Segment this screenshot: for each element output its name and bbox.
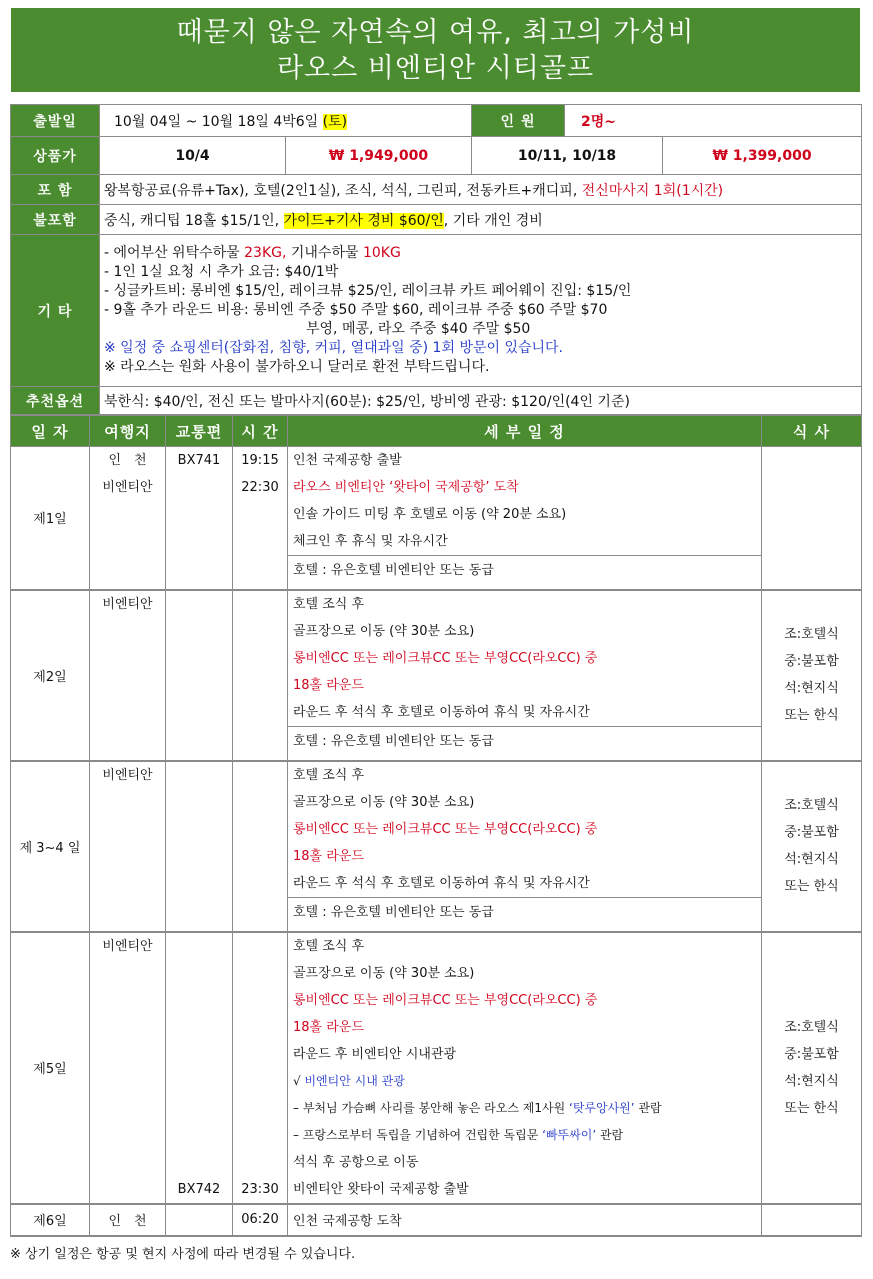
day-5-detail: 호텔 조식 후 골프장으로 이동 (약 30분 소요) 롱비엔CC 또는 레이크뷰CC 또는 부영CC(라오CC) 중 18홀 라운드 라운드 후 비엔티안 시내관광 √ 비엔티안 시내 관광 – 부처님 가슴뼈 사리를 봉안해 놓은 라오스 제1사원 ‘탓루앙사원’ 관람 – 프랑스로부터 독립을 기념하여 건립한 독립문 ‘빠뚜싸이’ 관람 석식 후 공항으로 이동 비엔티안 왓타이 국제공항 출발 xyxy=(288,932,762,1204)
header-day: 일 자 xyxy=(11,416,90,447)
people-label: 인 원 xyxy=(472,105,565,137)
price-amount-2: ₩ 1,399,000 xyxy=(663,137,862,175)
day-2-label: 제2일 xyxy=(11,590,90,761)
info-table xyxy=(10,104,862,415)
day-1-row xyxy=(11,447,862,590)
day-5-row xyxy=(11,932,862,1204)
people-value: 2명~ xyxy=(565,105,862,137)
day-1-place: 인 천 비엔티안 xyxy=(90,447,166,590)
departure-label: 출발일 xyxy=(11,105,100,137)
day-3-4-row xyxy=(11,761,862,932)
misc-label: 기 타 xyxy=(11,235,100,387)
day-2-meals: 조:호텔식 중:불포함 석:현지식 또는 한식 xyxy=(762,590,862,761)
day-5-time: 23:30 xyxy=(233,932,288,1204)
include-label: 포 함 xyxy=(11,175,100,205)
day-2-row xyxy=(11,590,862,761)
day-1-time: 19:15 22:30 xyxy=(233,447,288,590)
tour-document xyxy=(10,104,861,1237)
price-row xyxy=(11,137,862,175)
day-1-flight: BX741 xyxy=(166,447,233,590)
day-3-4-meals: 조:호텔식 중:불포함 석:현지식 또는 한식 xyxy=(762,761,862,932)
day-3-4-detail: 호텔 조식 후 골프장으로 이동 (약 30분 소요) 롱비엔CC 또는 레이크뷰CC 또는 부영CC(라오CC) 중 18홀 라운드 라운드 후 석식 후 호텔로 이동하여 휴식 및 자유시간 호텔 : 유은호텔 비엔티안 또는 동급 xyxy=(288,761,762,932)
price-amount-1: ₩ 1,949,000 xyxy=(286,137,472,175)
exclude-guide-fee: 가이드+기사 경비 $60/인 xyxy=(283,212,444,229)
day-3-4-place: 비엔티안 xyxy=(90,761,166,932)
include-value: 왕복항공료(유류+Tax), 호텔(2인1실), 조식, 석식, 그린피, 전동카트+캐디피, 전신마사지 1회(1시간) xyxy=(100,175,862,205)
option-row xyxy=(11,387,862,415)
day-3-4-label: 제 3~4 일 xyxy=(11,761,90,932)
option-label: 추천옵션 xyxy=(11,387,100,415)
misc-row xyxy=(11,235,862,387)
day-6-place: 인 천 xyxy=(90,1204,166,1236)
currency-notice: ※ 라오스는 원화 사용이 불가하오니 달러로 환전 부탁드립니다. xyxy=(104,359,490,375)
shopping-notice: ※ 일정 중 쇼핑센터(잡화점, 침향, 커피, 열대과일 중) 1회 방문이 있습니다. xyxy=(104,340,564,356)
price-date-2: 10/11, 10/18 xyxy=(472,137,663,175)
day-1-meals xyxy=(762,447,862,590)
header-time: 시 간 xyxy=(233,416,288,447)
footnote: ※ 상기 일정은 항공 및 현지 사정에 따라 변경될 수 있습니다. xyxy=(10,1247,356,1262)
exclude-row xyxy=(11,205,862,235)
day-1-hotel: 호텔 : 유은호텔 비엔티안 또는 동급 xyxy=(288,555,761,585)
day-2-detail: 호텔 조식 후 골프장으로 이동 (약 30분 소요) 롱비엔CC 또는 레이크뷰CC 또는 부영CC(라오CC) 중 18홀 라운드 라운드 후 석식 후 호텔로 이동하여 휴식 및 자유시간 호텔 : 유은호텔 비엔티안 또는 동급 xyxy=(288,590,762,761)
price-label: 상품가 xyxy=(11,137,100,175)
misc-value: - 에어부산 위탁수하물 23KG, 기내수하물 10KG - 1인 1실 요청 시 추가 요금: $40/1박 - 싱글카트비: 롱비엔 $15/인, 레이크뷰 $25/인, 레이크뷰 카트 페어웨이 진입: $15/인 - 9홀 추가 라운드 비용: 롱비엔 주중 $50 주말 $60, 레이크뷰 주중 $60 주말 $70 부영, 메콩, 라오 주중 $40 주말 $50 ※ 일정 중 쇼핑센터(잡화점, 침향, 커피, 열대과일 중) 1회 방문이 있습니다. ※ 라오스는 원화 사용이 불가하오니 달러로 환전 부탁드립니다. xyxy=(100,235,862,387)
departure-row xyxy=(11,105,862,137)
day-6-detail: 인천 국제공항 도착 xyxy=(288,1204,762,1236)
title-banner xyxy=(11,8,860,92)
day-2-place: 비엔티안 xyxy=(90,590,166,761)
include-massage: 전신마사지 1회(1시간) xyxy=(581,182,724,199)
day-5-place: 비엔티안 xyxy=(90,932,166,1204)
banner-line-2: 라오스 비엔티안 시티골프 xyxy=(276,53,595,84)
price-date-1: 10/4 xyxy=(100,137,286,175)
day-6-time: 06:20 xyxy=(233,1204,288,1236)
include-row xyxy=(11,175,862,205)
day-5-label: 제5일 xyxy=(11,932,90,1204)
schedule-table xyxy=(10,415,862,1237)
exclude-value: 중식, 캐디팁 18홀 $15/1인, 가이드+기사 경비 $60/인, 기타 개인 경비 xyxy=(100,205,862,235)
departure-day: (토) xyxy=(322,113,348,130)
day-3-4-hotel: 호텔 : 유은호텔 비엔티안 또는 동급 xyxy=(288,897,761,927)
schedule-header xyxy=(11,416,862,447)
header-detail: 세 부 일 정 xyxy=(288,416,762,447)
day-6-row xyxy=(11,1204,862,1236)
option-value: 북한식: $40/인, 전신 또는 발마사지(60분): $25/인, 방비엥 관광: $120/인(4인 기준) xyxy=(100,387,862,415)
day-1-label: 제1일 xyxy=(11,447,90,590)
header-meals: 식 사 xyxy=(762,416,862,447)
banner-line-1: 때묻지 않은 자연속의 여유, 최고의 가성비 xyxy=(176,17,695,48)
day-5-meals: 조:호텔식 중:불포함 석:현지식 또는 한식 xyxy=(762,932,862,1204)
header-transport: 교통편 xyxy=(166,416,233,447)
day-5-flight: BX742 xyxy=(166,932,233,1204)
header-place: 여행지 xyxy=(90,416,166,447)
day-2-hotel: 호텔 : 유은호텔 비엔티안 또는 동급 xyxy=(288,726,761,756)
exclude-label: 불포함 xyxy=(11,205,100,235)
departure-value: 10월 04일 ~ 10월 18일 4박6일 (토) xyxy=(100,105,472,137)
day-1-detail: 인천 국제공항 출발 라오스 비엔티안 ‘왓타이 국제공항’ 도착 인솔 가이드 미팅 후 호텔로 이동 (약 20분 소요) 체크인 후 휴식 및 자유시간 호텔 : 유은호텔 비엔티안 또는 동급 xyxy=(288,447,762,590)
day-6-label: 제6일 xyxy=(11,1204,90,1236)
